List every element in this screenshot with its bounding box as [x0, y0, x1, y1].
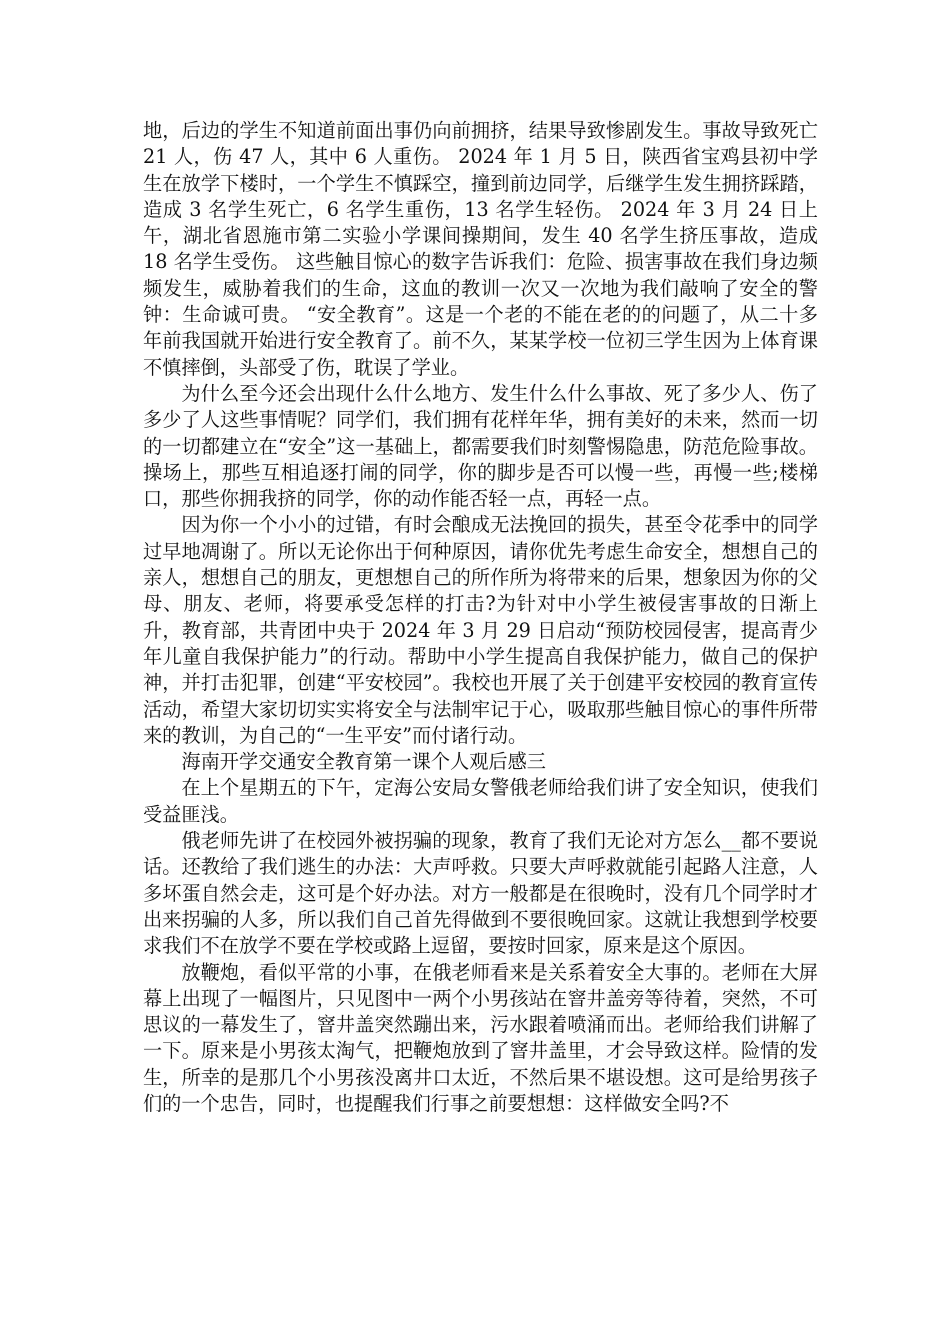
paragraph-safe-campus: 因为你一个小小的过错，有时会酿成无法挽回的损失，甚至令花季中的同学过早地凋谢了。所以无论你出于何种原因，请你优先考虑生命安全，想想自己的亲人，想想自己的朋友，更想想自己的所作所为将带来的后果，想象因为你的父母、朋友、老师，将要承受怎样的打击?为针对中小学生被侵害事故的日渐上升，教育部，共青团中央于 2024 年 3 月 29 日启动“预防校园侵害，提高青少年儿童自我保护能力”的行动。帮助中小学生提高自我保护能力，做自己的保护神，并打击犯罪，创建“平安校园”。我校也开展了关于创建平安校园的教育宣传活动，希望大家切切实实将安全与法制牢记于心，吸取那些触目惊心的事件所带来的教训，为自己的“一生平安”而付诸行动。	[143, 513, 818, 747]
paragraph-accident-statistics: 地，后边的学生不知道前面出事仍向前拥挤，结果导致惨剧发生。事故导致死亡 21 人，伤 47 人，其中 6 人重伤。 2024 年 1 月 5 日，陕西省宝鸡县初中学生在放学下楼时，一个学生不慎踩空，撞到前边同学，后继学生发生拥挤踩踏，造成 3 名学生死亡，6 名学生重伤，13 名学生轻伤。 2024 年 3 月 24 日上午，湖北省恩施市第二实验小学课间操期间，发生 40 名学生挤压事故，造成 18 名学生受伤。 这些触目惊心的数字告诉我们：危险、损害事故在我们身边频频发生，威胁着我们的生命，这血的教训一次又一次地为我们敲响了安全的警钟：生命诚可贵。 “安全教育”。这是一个老的不能在老的的问题了，从二十多年前我国就开始进行安全教育了。前不久，某某学校一位初三学生因为上体育课不慎摔倒，头部受了伤，耽误了学业。	[143, 119, 818, 379]
paragraph-firecrackers: 放鞭炮，看似平常的小事，在俄老师看来是关系着安全大事的。老师在大屏幕上出现了一幅图片，只见图中一两个小男孩站在窨井盖旁等待着，突然，不可思议的一幕发生了，窨井盖突然蹦出来，污水跟着喷涌而出。老师给我们讲解了一下。原来是小男孩太淘气，把鞭炮放到了窨井盖里，才会导致这样。险情的发生，所幸的是那几个小男孩没离井口太近，不然后果不堪设想。这可是给男孩子们的一个忠告，同时，也提醒我们行事之前要想想：这样做安全吗?不	[143, 960, 818, 1115]
paragraph-police-lecture: 在上个星期五的下午，定海公安局女警俄老师给我们讲了安全知识，使我们受益匪浅。	[143, 776, 818, 826]
paragraph-why-accidents: 为什么至今还会出现什么什么地方、发生什么什么事故、死了多少人、伤了多少了人这些事情呢？同学们，我们拥有花样年华，拥有美好的未来，然而一切的一切都建立在“安全”这一基础上，都需要我们时刻警惕隐患，防范危险事故。操场上，那些互相追逐打闹的同学，你的脚步是否可以慢一些，再慢一些;楼梯口，那些你拥我挤的同学，你的动作能否轻一点，再轻一点。	[143, 381, 818, 511]
document-body	[143, 118, 818, 1117]
paragraph-abduction: 俄老师先讲了在校园外被拐骗的现象，教育了我们无论对方怎么__都不要说话。还教给了我们逃生的办法：大声呼救。只要大声呼救就能引起路人注意，人多坏蛋自然会走，这可是个好办法。对方一般都是在很晚时，没有几个同学时才出来拐骗的人多，所以我们自己首先得做到不要很晚回家。这就让我想到学校要求我们不在放学不要在学校或路上逗留，要按时回家，原来是这个原因。	[143, 829, 818, 958]
section-heading: 海南开学交通安全教育第一课个人观后感三	[181, 750, 546, 774]
